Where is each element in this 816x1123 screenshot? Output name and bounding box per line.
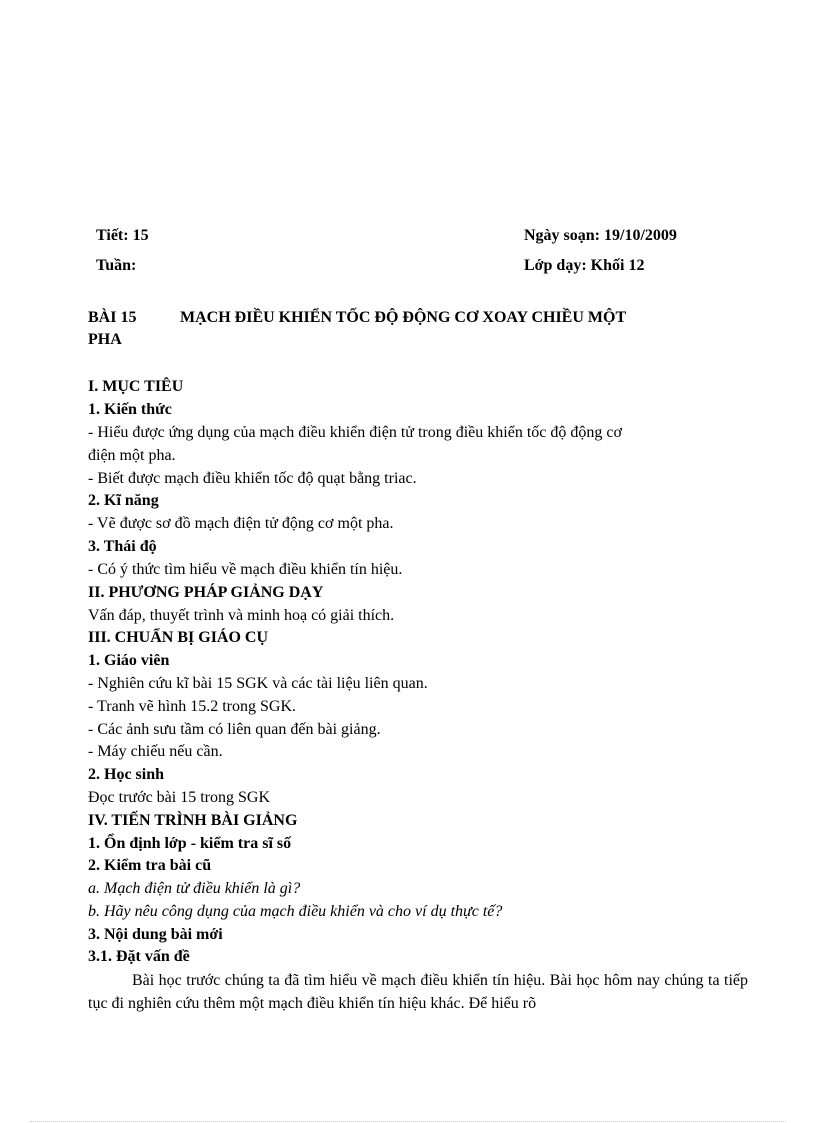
section-heading: IV. TIẾN TRÌNH BÀI GIẢNG: [88, 812, 298, 829]
subsection-heading: 3.1. Đặt vấn đề: [88, 948, 190, 965]
subsection-heading: 3. Nội dung bài mới: [88, 926, 223, 943]
question-item: b. Hãy nêu công dụng của mạch điều khiển và cho ví dụ thực tế?: [88, 903, 503, 920]
paragraph: Vấn đáp, thuyết trình và minh hoạ có giải thích.: [88, 607, 395, 624]
lesson-period: Tiết: 15: [96, 227, 149, 244]
section-heading: III. CHUẨN BỊ GIÁO CỤ: [88, 629, 269, 646]
list-item: - Tranh vẽ hình 15.2 trong SGK.: [88, 698, 297, 715]
subsection-heading: 2. Kĩ năng: [88, 492, 159, 509]
subsection-heading: 2. Học sinh: [88, 766, 165, 783]
paragraph: Đọc trước bài 15 trong SGK: [88, 789, 270, 806]
question-item: a. Mạch điện tử điều khiển là gì?: [88, 880, 301, 897]
lesson-week: Tuần:: [96, 257, 137, 274]
subsection-heading: 1. Ổn định lớp - kiểm tra sĩ số: [88, 835, 292, 852]
section-heading: I. MỤC TIÊU: [88, 378, 184, 395]
class-level: Lớp dạy: Khối 12: [524, 257, 645, 274]
lesson-number: BÀI 15: [88, 309, 137, 326]
list-item: - Các ảnh sưu tầm có liên quan đến bài giảng.: [88, 721, 381, 738]
subsection-heading: 3. Thái độ: [88, 538, 157, 555]
lesson-title-cont: PHA: [88, 331, 122, 348]
subsection-heading: 2. Kiểm tra bài cũ: [88, 857, 212, 874]
lesson-title: MẠCH ĐIỀU KHIỂN TỐC ĐỘ ĐỘNG CƠ XOAY CHIỀU MỘT: [180, 309, 627, 326]
intro-paragraph: Bài học trước chúng ta đã tìm hiểu về mạch điều khiển tín hiệu. Bài học hôm nay chúng ta tiếp tục đi nghiên cứu thêm một mạch điều khiển tín hiệu khác. Để hiểu rõ: [88, 972, 748, 1012]
subsection-heading: 1. Kiến thức: [88, 401, 172, 418]
list-item: - Biết được mạch điều khiển tốc độ quạt bằng triac.: [88, 470, 417, 487]
section-heading: II. PHƯƠNG PHÁP GIẢNG DẠY: [88, 584, 324, 601]
list-item-cont: điện một pha.: [88, 447, 176, 464]
page-footer-rule: [30, 1121, 786, 1122]
list-item: - Nghiên cứu kĩ bài 15 SGK và các tài liệu liên quan.: [88, 675, 428, 692]
list-item: - Hiểu được ứng dụng của mạch điều khiển điện tử trong điều khiển tốc độ động cơ: [88, 424, 622, 441]
preparation-date: Ngày soạn: 19/10/2009: [524, 227, 677, 244]
list-item: - Máy chiếu nếu cần.: [88, 743, 223, 760]
subsection-heading: 1. Giáo viên: [88, 652, 170, 669]
list-item: - Có ý thức tìm hiểu về mạch điều khiển tín hiệu.: [88, 561, 403, 578]
list-item: - Vẽ được sơ đồ mạch điện tử động cơ một pha.: [88, 515, 394, 532]
